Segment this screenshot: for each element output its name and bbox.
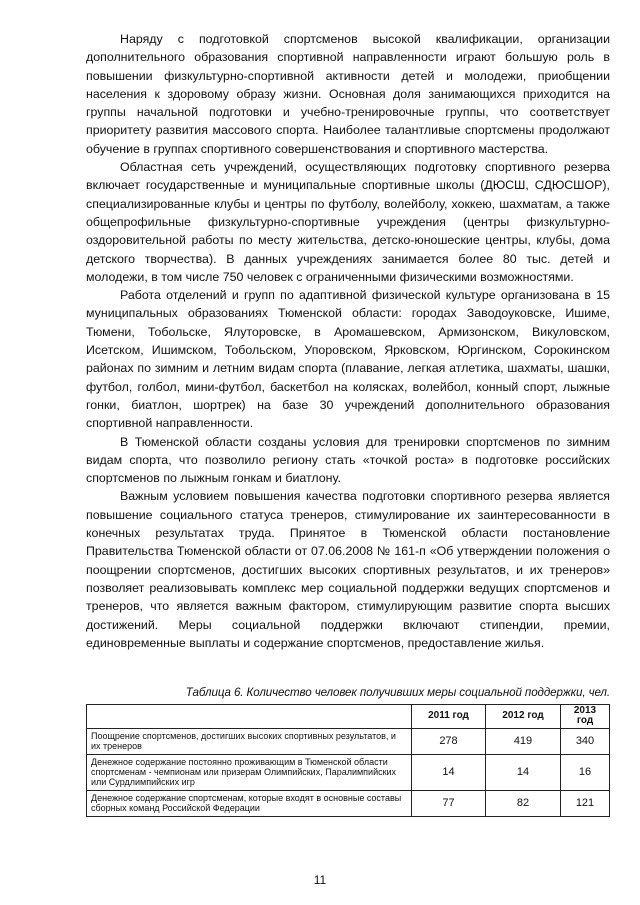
table-header-cell: 2011 год [412, 705, 486, 729]
paragraph: Наряду с подготовкой спортсменов высокой квалификации, организации дополнительного образования спортивной направленности играют большую роль в повышении физкультурно-спортивной активности детей и молодежи, приобщении населения к здоровому образу жизни. Основная доля занимающихся приходится на группы начальной подготовки и учебно-тренировочные группы, что соответствует приоритету развития массового спорта. Наиболее талантливые спортсмены продолжают обучение в группах спортивного совершенствования и спортивного мастерства. [86, 32, 610, 156]
paragraph: В Тюменской области созданы условия для тренировки спортсменов по зимним видам спорта, что позволило региону стать «точкой роста» в подготовке российских спортсменов по лыжным гонкам и биатлону. [86, 434, 610, 486]
paragraph: Работа отделений и групп по адаптивной физической культуре организована в 15 муниципальных образованиях Тюменской области: городах Заводоуковске, Ишиме, Тюмени, Тобольске, Ялуторовске, в Аромашевском, Армизонском, Викуловском, Исетском, Ишимском, Тобольском, Упоровском, Ярковском, Юргинском, Сорокинском районах по зимним и летним видам спорта (плавание, легкая атлетика, шахматы, шашки, футбол, голбол, мини-футбол, баскетбол на колясках, волейбол, конный спорт, лыжные гонки, биатлон, шортрек) на базе 30 учреждений дополнительного образования спортивной направленности. [86, 288, 610, 431]
table-header-cell: 2012 год [486, 705, 561, 729]
table-header-cell: 2013 год [561, 705, 610, 729]
table-cell-value: 82 [486, 790, 561, 816]
table-cell-value: 16 [561, 754, 610, 790]
support-measures-table [86, 704, 610, 817]
table-cell-value: 340 [561, 728, 610, 754]
table-cell-label: Денежное содержание постоянно проживающим в Тюменской области спортсменам - чемпионам или призерам Олимпийских, Паралимпийских или Сурдлимпийских игр [87, 754, 412, 790]
table-row [87, 790, 610, 816]
table-caption: Таблица 6. Количество человек получивших меры социальной поддержки, чел. [185, 686, 610, 699]
table-header-cell [87, 705, 412, 729]
table-header-row [87, 705, 610, 729]
table-row [87, 728, 610, 754]
page-number: 11 [313, 873, 327, 887]
table-cell-value: 77 [412, 790, 486, 816]
paragraph: Важным условием повышения качества подготовки спортивного резерва является повышение социального статуса тренеров, стимулирование их заинтересованности в конечных результатах труда. Принятое в Тюменской области постановление Правительства Тюменской области от 07.06.2008 № 161-п «Об утверждении положения о поощрении спортсменов, достигших высоких спортивных результатов, и их тренеров» позволяет реализовывать комплекс мер социальной поддержки ведущих спортсменов и тренеров, что является важным фактором, стимулирующим развитие спорта высших достижений. Меры социальной поддержки включают стипендии, премии, единовременные выплаты и содержание спортсменов, предоставление жилья. [86, 489, 610, 650]
table-cell-value: 278 [412, 728, 486, 754]
table-cell-value: 14 [412, 754, 486, 790]
table-cell-value: 121 [561, 790, 610, 816]
table-cell-label: Денежное содержание спортсменам, которые входят в основные составы сборных команд Российской Федерации [87, 790, 412, 816]
table-row [87, 754, 610, 790]
table-cell-label: Поощрение спортсменов, достигших высоких спортивных результатов, и их тренеров [87, 728, 412, 754]
paragraph: Областная сеть учреждений, осуществляющих подготовку спортивного резерва включает государственные и муниципальные спортивные школы (ДЮСШ, СДЮСШОР), специализированные клубы и центры по футболу, волейболу, хоккею, шахматам, а также общепрофильные физкультурно-спортивные учреждения (центры физкультурно-оздоровительной работы по месту жительства, детско-юношеские центры, клубы, дома детского творчества). В данных учреждениях занимается более 80 тыс. детей и молодежи, в том числе 750 человек с ограниченными физическими возможностями. [86, 160, 610, 284]
body-text [86, 30, 610, 652]
table-cell-value: 419 [486, 728, 561, 754]
table-cell-value: 14 [486, 754, 561, 790]
